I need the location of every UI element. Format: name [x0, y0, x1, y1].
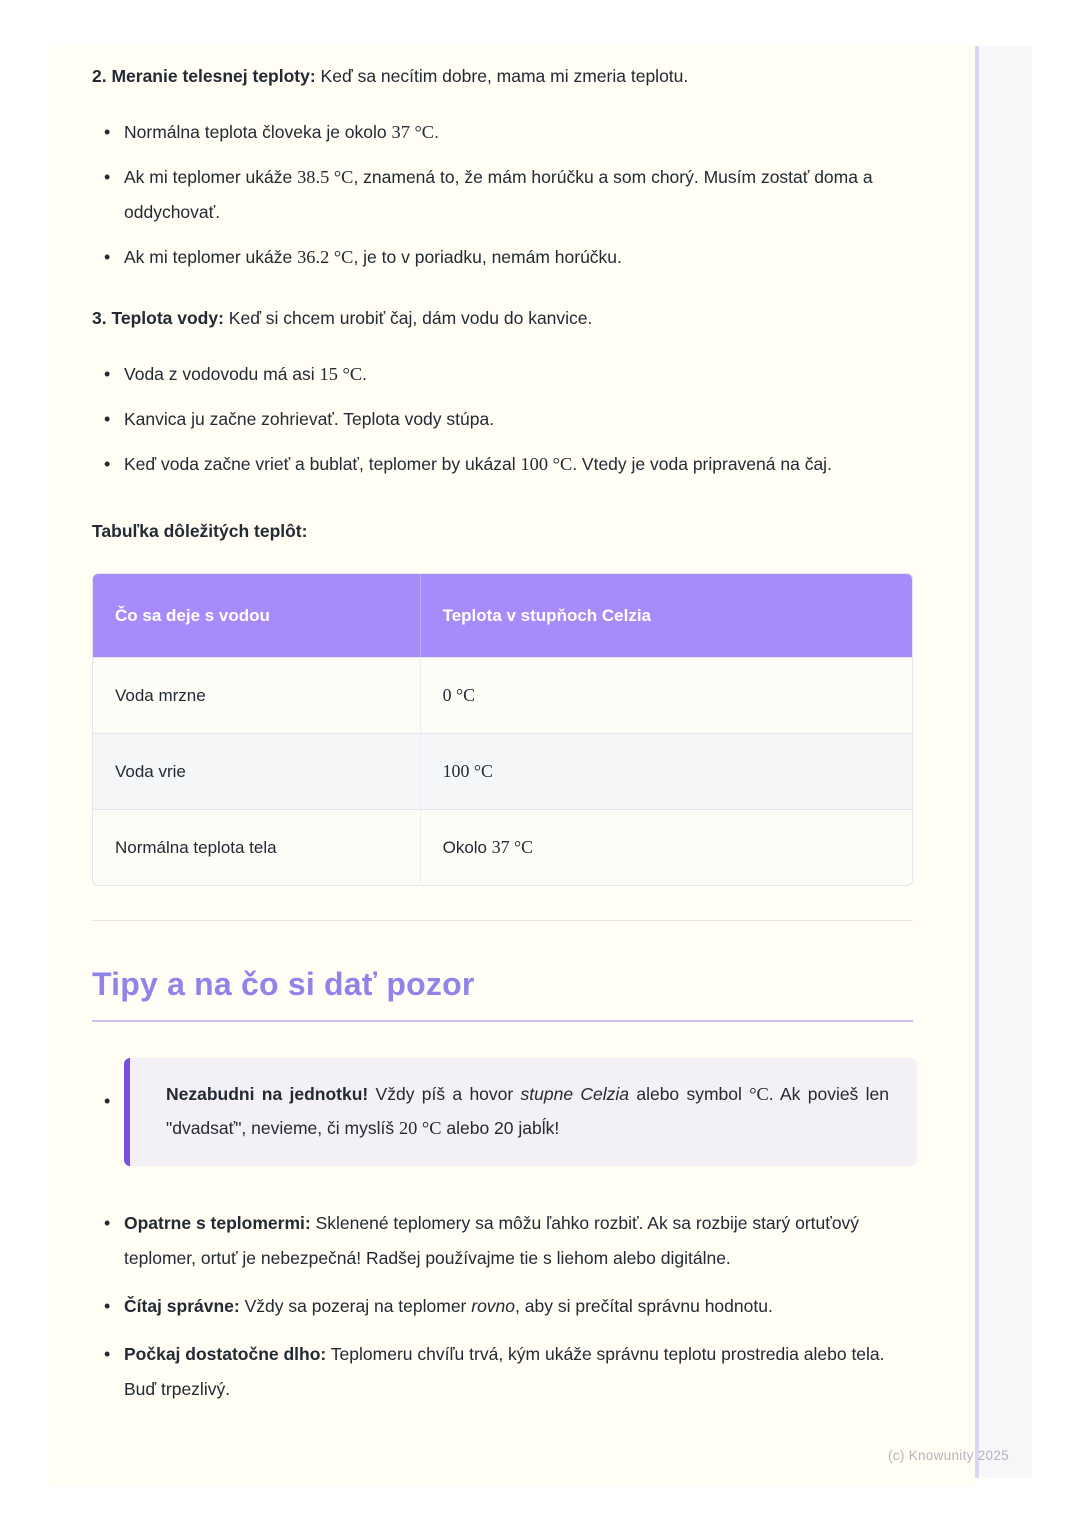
bullet-icon: •: [104, 409, 111, 429]
list-item-text: Čítaj správne: Vždy sa pozeraj na teplomer rovno, aby si prečítal správnu hodnotu.: [124, 1296, 773, 1316]
table-header-row: [93, 574, 912, 657]
page-content: [50, 46, 975, 1407]
table-cell: Okolo 37 °C: [421, 809, 912, 885]
list-item-text: Ak mi teplomer ukáže 36.2 °C, je to v poriadku, nemám horúčku.: [124, 247, 622, 267]
bullet-icon: •: [104, 122, 111, 142]
list-item-text: Normálna teplota človeka je okolo 37 °C.: [124, 122, 439, 142]
list-item-text: Počkaj dostatočne dlho: Teplomeru chvíľu trvá, kým ukáže správnu teplotu prostredia alebo tela. Buď trpezlivý.: [124, 1344, 885, 1399]
tips-heading: Tipy a na čo si dať pozor: [92, 966, 475, 1002]
table-cell: Voda mrzne: [93, 657, 421, 733]
temperatures-table: [92, 573, 913, 886]
list-item: [104, 402, 913, 437]
list-item: [104, 1289, 913, 1324]
bullet-icon: •: [104, 1296, 111, 1316]
section-divider: [92, 920, 913, 921]
bullet-icon: •: [104, 1213, 111, 1233]
table-title: Tabuľka dôležitých teplôt:: [92, 521, 308, 541]
table-cell: 0 °C: [421, 657, 912, 733]
table-row: [93, 733, 912, 809]
list-item-text: Voda z vodovodu má asi 15 °C.: [124, 364, 367, 384]
table-cell: Normálna teplota tela: [93, 809, 421, 885]
bullet-icon: •: [104, 1091, 111, 1111]
list-item: [104, 447, 913, 482]
bullet-icon: •: [104, 364, 111, 384]
callout-text: Nezabudni na jednotku! Vždy píš a hovor stupne Celzia alebo symbol °C. Ak povieš len "dvadsať", nevieme, či myslíš 20 °C alebo 20 jabĺk!: [166, 1084, 889, 1138]
bullet-icon: •: [104, 247, 111, 267]
bullet-icon: •: [104, 167, 111, 187]
section-2-bullet-list: [92, 115, 913, 275]
bullet-icon: •: [104, 1344, 111, 1364]
table-cell: Voda vrie: [93, 733, 421, 809]
table-row: [93, 657, 912, 733]
callout-list-item: [104, 1058, 913, 1166]
copyright-watermark: (c) Knowunity 2025: [888, 1448, 1009, 1463]
table-header-cell: Čo sa deje s vodou: [93, 574, 421, 657]
document-page: [50, 46, 975, 1486]
tip-callout: [124, 1058, 917, 1166]
list-item: [104, 115, 913, 150]
list-item-text: Opatrne s teplomermi: Sklenené teplomery sa môžu ľahko rozbiť. Ak sa rozbije starý ortuťový teplomer, ortuť je nebezpečná! Radšej používajme tie s liehom alebo digitálne.: [124, 1213, 860, 1268]
list-item-text: Ak mi teplomer ukáže 38.5 °C, znamená to, že mám horúčku a som chorý. Musím zostať doma a oddychovať.: [124, 167, 873, 222]
list-item: [104, 240, 913, 275]
list-item: [104, 160, 913, 230]
section-3-intro: 3. Teplota vody: Keď si chcem urobiť čaj, dám vodu do kanvice.: [92, 308, 593, 328]
next-page-preview: [975, 46, 1032, 1478]
list-item: [104, 1206, 913, 1276]
table-cell: 100 °C: [421, 733, 912, 809]
list-item-text: Kanvica ju začne zohrievať. Teplota vody stúpa.: [124, 409, 495, 429]
section-3-bullet-list: [92, 357, 913, 482]
list-item-text: Keď voda začne vrieť a bublať, teplomer by ukázal 100 °C. Vtedy je voda pripravená na čaj.: [124, 454, 832, 474]
table-header-cell: Teplota v stupňoch Celzia: [421, 574, 912, 657]
section-2-intro: 2. Meranie telesnej teploty: Keď sa necítim dobre, mama mi zmeria teplotu.: [92, 66, 689, 86]
heading-underline: [92, 1020, 913, 1022]
bullet-icon: •: [104, 454, 111, 474]
tips-bullet-list: [92, 1206, 913, 1407]
table-row: [93, 809, 912, 885]
list-item: [104, 1337, 913, 1407]
list-item: [104, 357, 913, 392]
